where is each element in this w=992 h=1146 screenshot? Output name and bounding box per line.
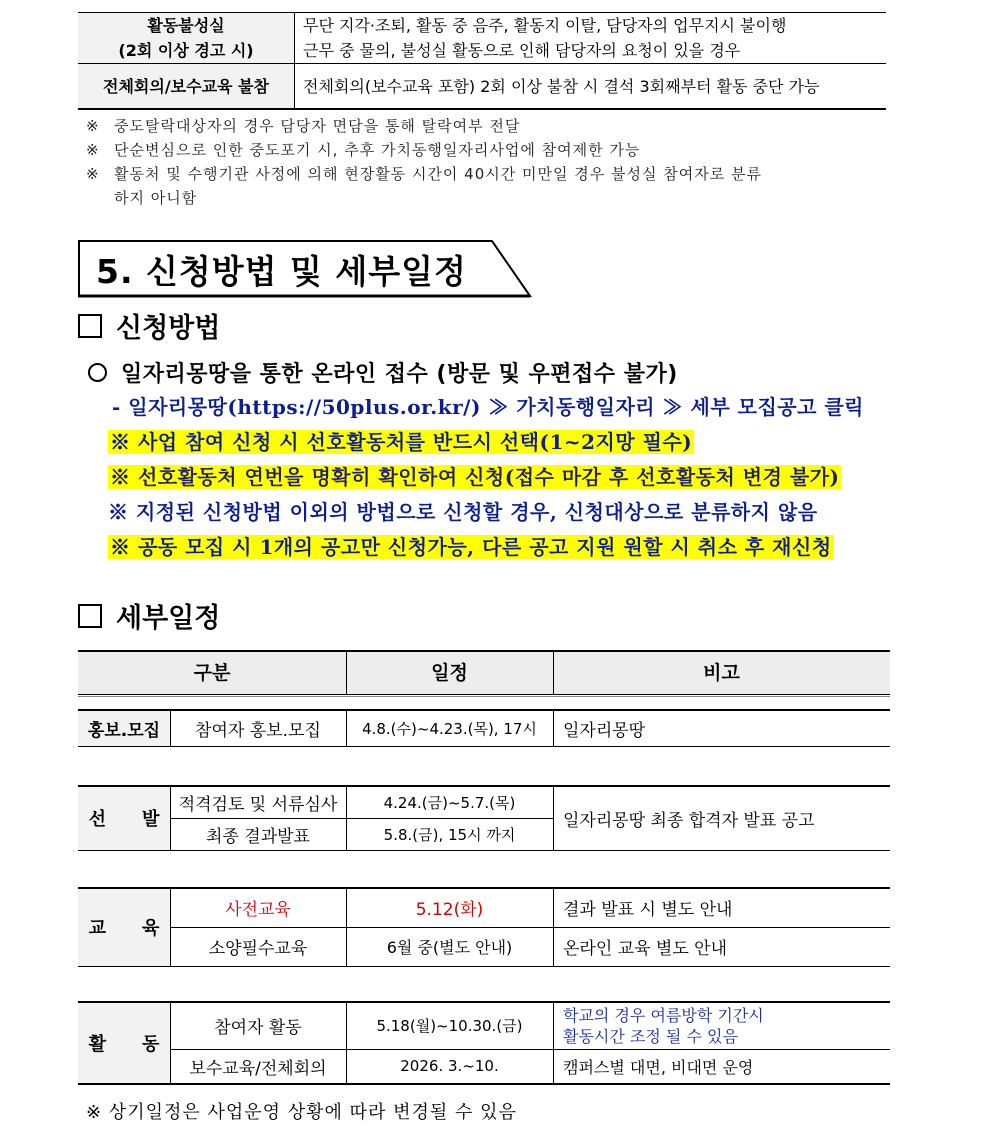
apply-heading [78,306,220,345]
item-select: 적격검토 및 서류심사 [178,794,338,815]
note-text: 중도탈락대상자의 경우 담당자 면담을 통해 탈락여부 전달 [114,117,521,135]
note-activity: 캠퍼스별 대면, 비대면 운영 [563,1057,754,1077]
note-text: 활동처 및 수행기관 사정에 의해 현장활동 시간이 40시간 미만일 경우 불성실 참여자로 분류 [114,165,762,183]
note-mark [86,186,114,210]
item-activity: 보수교육/전체회의 [189,1058,327,1079]
note-line: 활동시간 조정 될 수 있음 [563,1026,738,1046]
date-select: 4.24.(금)~5.7.(목) [383,793,516,812]
section-title-text: 5. 신청방법 및 세부일정 [96,252,467,291]
date-edu: 5.12(화) [415,900,484,920]
apply-heading-text: 신청방법 [116,313,221,344]
item-activity: 참여자 활동 [214,1018,302,1038]
item-promo: 참여자 홍보.모집 [195,720,321,741]
table-row [78,13,886,64]
row-label: 전체회의/보수교육 불참 [78,64,295,110]
header-category: 구분 [193,662,231,684]
row-value: 전체회의(보수교육 포함) 2회 이상 불참 시 결석 3회째부터 활동 중단 가능 [295,64,887,110]
note-mark: ※ [86,141,100,159]
apply-method-text: 일자리몽땅을 통한 온라인 접수 (방문 및 우편접수 불가) [121,362,678,387]
penalty-table [78,12,886,110]
note-select: 일자리몽땅 최종 합격자 발표 공고 [563,810,815,831]
date-select: 5.8.(금), 15시 까지 [383,825,516,844]
group-activity: 활 동 [88,1034,160,1055]
circle-bullet-icon [88,363,107,382]
note-mark: ※ [86,117,100,135]
schedule-heading [78,596,220,635]
date-activity: 5.18(월)~10.30.(금) [376,1017,523,1035]
table-row [78,64,886,110]
apply-method [88,357,678,388]
value-line: 무단 지각·조퇴, 활동 중 음주, 활동지 이탈, 담당자의 업무지시 불이행 [303,16,787,35]
note-promo: 일자리몽땅 [563,720,646,741]
item-edu: 소양필수교육 [208,939,308,959]
item-select: 최종 결과발표 [206,826,310,847]
square-bullet-icon [78,604,102,628]
note-edu: 결과 발표 시 별도 안내 [563,900,733,920]
date-activity: 2026. 3.~10. [400,1057,499,1075]
date-edu: 6월 중(별도 안내) [386,938,513,957]
header-schedule: 일정 [431,662,468,684]
schedule-heading-text: 세부일정 [116,603,221,634]
row-label [78,13,295,64]
note-item [86,114,916,138]
apply-note: ※ 지정된 신청방법 이외의 방법으로 신청할 경우, 신청대상으로 분류하지 않음 [108,500,818,524]
apply-note: ※ 사업 참여 신청 시 선호활동처를 반드시 선택(1~2지망 필수) [110,430,693,454]
note-text: 하지 아니함 [114,189,198,207]
note-item [86,162,916,186]
label-line: 활동불성실 [147,16,225,35]
group-edu: 교 육 [88,918,160,939]
note-item [86,138,916,162]
note-mark: ※ [86,165,100,183]
schedule-footnote: ※ 상기일정은 사업운영 상황에 따라 변경될 수 있음 [86,1102,517,1123]
note-line: 학교의 경우 여름방학 기간시 [563,1005,764,1025]
square-bullet-icon [78,314,102,338]
note-edu: 온라인 교육 별도 안내 [563,939,728,959]
note-activity [553,1002,890,1049]
apply-note: ※ 공동 모집 시 1개의 공고만 신청가능, 다른 공고 지원 원할 시 취소 후 재신청 [110,535,832,559]
penalty-notes [86,114,916,210]
schedule-header [78,650,890,695]
item-edu: 사전교육 [225,900,291,920]
value-line: 근무 중 물의, 불성실 활동으로 인해 담당자의 요청이 있을 경우 [303,41,741,60]
label-line: (2회 이상 경고 시) [118,41,254,60]
header-note: 비고 [703,662,740,684]
group-select: 선 발 [88,809,160,830]
date-promo: 4.8.(수)~4.23.(목), 17시 [362,719,537,738]
apply-note: ※ 선호활동처 연번을 명확히 확인하여 신청(접수 마감 후 선호활동처 변경 불가) [110,465,840,489]
apply-link-line[interactable]: - 일자리몽땅(https://50plus.or.kr/) ≫ 가치동행일자리 ≫ 세부 모집공고 클릭 [112,395,865,419]
note-item [86,186,916,210]
section-title [78,240,538,298]
row-value [295,13,887,64]
note-text: 단순변심으로 인한 중도포기 시, 추후 가치동행일자리사업에 참여제한 가능 [114,141,641,159]
group-promo: 홍보.모집 [87,720,161,741]
